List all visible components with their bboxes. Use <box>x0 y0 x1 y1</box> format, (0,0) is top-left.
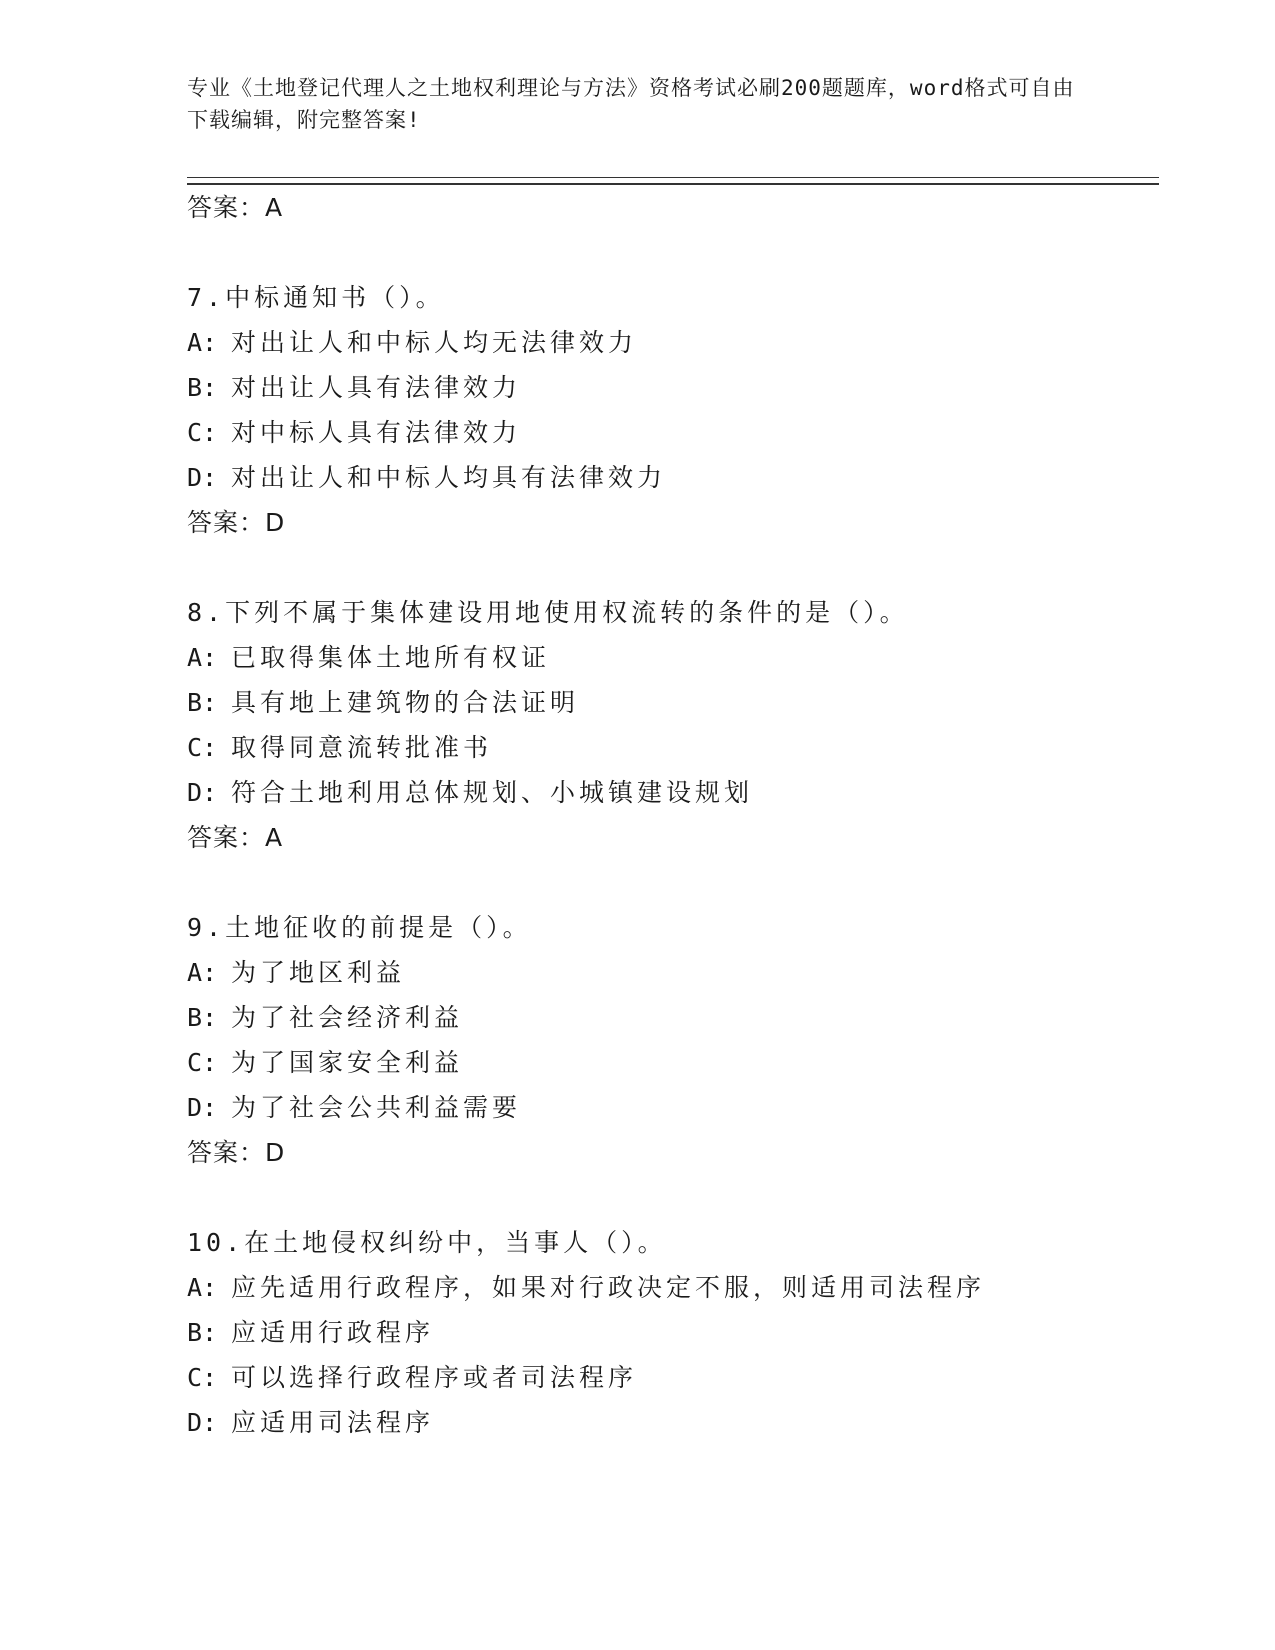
option-text: 应适用行政程序 <box>231 1318 435 1347</box>
option-row <box>187 455 1159 500</box>
option-text: 对出让人和中标人均具有法律效力 <box>231 463 667 492</box>
answer-value: A <box>265 823 284 852</box>
option-row <box>187 1400 1159 1445</box>
answer-label: 答案： <box>187 193 266 222</box>
option-row <box>187 1265 1159 1310</box>
option-text: 对中标人具有法律效力 <box>231 418 522 447</box>
answer-label: 答案： <box>187 823 266 852</box>
option-row <box>187 770 1159 815</box>
option-letter: A: <box>187 328 218 357</box>
option-row <box>187 365 1159 410</box>
option-letter: B: <box>187 1318 218 1347</box>
option-row <box>187 320 1159 365</box>
option-letter: A: <box>187 643 218 672</box>
option-row <box>187 635 1159 680</box>
option-letter: C: <box>187 418 218 447</box>
question-block <box>187 275 1159 545</box>
answer-line <box>187 500 1159 545</box>
answer-label: 答案： <box>187 1138 266 1167</box>
option-text: 应适用司法程序 <box>231 1408 435 1437</box>
option-row <box>187 995 1159 1040</box>
option-text: 符合土地利用总体规划、小城镇建设规划 <box>231 778 754 807</box>
option-row <box>187 725 1159 770</box>
option-row <box>187 1085 1159 1130</box>
option-letter: D: <box>187 778 218 807</box>
question-title: 7.中标通知书（）。 <box>187 283 445 312</box>
option-row <box>187 1355 1159 1400</box>
option-letter: B: <box>187 1003 218 1032</box>
option-row <box>187 950 1159 995</box>
question-title: 10.在土地侵权纠纷中，当事人（）。 <box>187 1228 667 1257</box>
option-text: 具有地上建筑物的合法证明 <box>231 688 580 717</box>
option-text: 可以选择行政程序或者司法程序 <box>231 1363 638 1392</box>
answer-line <box>187 1130 1159 1175</box>
option-text: 为了社会公共利益需要 <box>231 1093 522 1122</box>
question-block <box>187 590 1159 860</box>
option-text: 对出让人具有法律效力 <box>231 373 522 402</box>
answer-value: D <box>265 508 286 537</box>
option-letter: B: <box>187 688 218 717</box>
option-letter: B: <box>187 373 218 402</box>
question-block <box>187 905 1159 1175</box>
option-text: 为了国家安全利益 <box>231 1048 464 1077</box>
question-list <box>187 185 1159 1445</box>
option-row <box>187 1310 1159 1355</box>
option-letter: A: <box>187 958 218 987</box>
option-text: 对出让人和中标人均无法律效力 <box>231 328 638 357</box>
option-text: 应先适用行政程序，如果对行政决定不服，则适用司法程序 <box>231 1273 986 1302</box>
answer-line <box>187 815 1159 860</box>
answer-line <box>187 185 1159 230</box>
option-row <box>187 680 1159 725</box>
option-letter: D: <box>187 463 218 492</box>
header-divider <box>187 177 1159 185</box>
question-title: 9.土地征收的前提是（）。 <box>187 913 532 942</box>
option-row <box>187 410 1159 455</box>
answer-label: 答案： <box>187 508 266 537</box>
answer-value: A <box>265 193 284 222</box>
option-letter: C: <box>187 733 218 762</box>
answer-value: D <box>265 1138 286 1167</box>
question-block <box>187 1220 1159 1445</box>
option-letter: C: <box>187 1363 218 1392</box>
document-header-title: 专业《土地登记代理人之土地权利理论与方法》资格考试必刷200题题库，word格式可自由下载编辑，附完整答案! <box>187 76 1075 132</box>
option-text: 为了社会经济利益 <box>231 1003 464 1032</box>
option-text: 取得同意流转批准书 <box>231 733 493 762</box>
option-letter: D: <box>187 1093 218 1122</box>
question-title: 8.下列不属于集体建设用地使用权流转的条件的是（）。 <box>187 598 909 627</box>
option-text: 已取得集体土地所有权证 <box>231 643 551 672</box>
option-letter: D: <box>187 1408 218 1437</box>
option-row <box>187 1040 1159 1085</box>
option-letter: C: <box>187 1048 218 1077</box>
option-letter: A: <box>187 1273 218 1302</box>
option-text: 为了地区利益 <box>231 958 406 987</box>
